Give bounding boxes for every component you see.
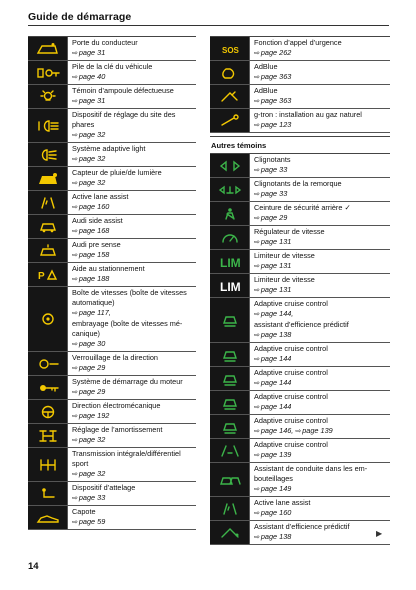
acc-lane-icon	[210, 439, 250, 462]
table-row	[210, 226, 390, 250]
page-reference-text: page 138	[260, 532, 292, 541]
row-text	[250, 367, 390, 390]
row-label: bouteillages	[254, 474, 293, 483]
reference-arrow-icon: ⇨	[254, 239, 260, 246]
sos-icon	[210, 37, 250, 60]
page-reference-text: page 59	[78, 517, 106, 526]
reference-arrow-icon: ⇨	[254, 380, 260, 387]
table-row	[28, 376, 196, 400]
page-reference-text: page 33	[260, 165, 288, 174]
reference-arrow-icon: ⇨	[254, 404, 260, 411]
page-reference[interactable]	[72, 469, 194, 480]
rain-light-sensor-icon	[28, 167, 68, 190]
table-row	[210, 274, 390, 298]
row-text	[250, 391, 390, 414]
reference-arrow-icon: ⇨	[254, 510, 260, 517]
row-label: Assistant de conduite dans les em-	[254, 464, 368, 473]
row-label: Système adaptive light	[72, 144, 146, 153]
table-row	[210, 298, 390, 343]
acc-active-icon	[210, 391, 250, 414]
page-reference[interactable]	[254, 96, 388, 107]
reference-arrow-icon: ⇨	[254, 486, 260, 493]
reference-arrow-icon: ⇨	[72, 228, 78, 235]
row-label: Fonction d’appel d’urgence	[254, 38, 342, 47]
row-label: sport	[72, 459, 89, 468]
row-text	[68, 448, 196, 481]
right-table-bottom	[210, 154, 390, 545]
page-reference-text: page 144,	[260, 309, 294, 318]
reference-arrow-icon: ⇨	[254, 191, 260, 198]
reference-arrow-icon: ⇨	[254, 287, 260, 294]
acc-speed-icon	[210, 415, 250, 438]
efficiency-assist-icon	[210, 521, 250, 544]
table-row	[28, 37, 196, 61]
page-reference-text: page 138	[260, 330, 292, 339]
adblue-icon	[210, 61, 250, 84]
page-reference-text: page 33	[260, 189, 288, 198]
row-text	[250, 226, 390, 249]
svg-text:LIM: LIM	[219, 279, 241, 293]
reference-arrow-icon: ⇨	[72, 156, 78, 163]
page-title: Guide de démarrage	[28, 11, 132, 23]
row-text	[68, 506, 196, 529]
reference-arrow-icon: ⇨	[72, 132, 78, 139]
reference-arrow-icon: ⇨	[72, 365, 78, 372]
table-row	[28, 167, 196, 191]
row-text	[250, 497, 390, 520]
reference-arrow-icon: ⇨	[254, 452, 260, 459]
reference-arrow-icon: ⇨	[254, 356, 260, 363]
acc-vehicle-icon	[210, 298, 250, 342]
wrench-icon	[210, 109, 250, 132]
table-row	[28, 61, 196, 85]
steering-lock-icon	[28, 352, 68, 375]
row-label: Adaptive cruise control	[254, 440, 328, 449]
row-text	[68, 400, 196, 423]
row-label: Direction électromécanique	[72, 401, 161, 410]
reference-arrow-icon: ⇨	[72, 341, 78, 348]
page-reference-text: page 144	[260, 354, 292, 363]
row-text	[250, 343, 390, 366]
key-battery-icon	[28, 61, 68, 84]
page-reference[interactable]	[254, 508, 388, 519]
table-row	[28, 191, 196, 215]
page-reference[interactable]	[254, 48, 388, 59]
row-text	[68, 352, 196, 375]
row-text	[68, 482, 196, 505]
row-label: Porte du conducteur	[72, 38, 138, 47]
table-row	[210, 391, 390, 415]
row-label: Dispositif d’attelage	[72, 483, 136, 492]
table-row	[28, 109, 196, 143]
page-reference-text: page 32	[78, 469, 106, 478]
page-reference-text: page 123	[260, 120, 292, 129]
row-label: phares	[72, 120, 95, 129]
page-reference[interactable]	[254, 330, 388, 341]
page-reference[interactable]	[254, 213, 388, 224]
suspension-icon	[28, 424, 68, 447]
acc-stop-icon	[210, 367, 250, 390]
page-reference[interactable]	[72, 308, 194, 319]
gearbox-icon	[28, 287, 68, 351]
row-label: Témoin d’ampoule défectueuse	[72, 86, 174, 95]
page-reference-text: page 31	[78, 48, 106, 57]
page-reference[interactable]	[72, 387, 194, 398]
reference-arrow-icon: ⇨	[72, 74, 78, 81]
page-reference-text: page 262	[260, 48, 292, 57]
table-row	[210, 415, 390, 439]
row-label: Adaptive cruise control	[254, 392, 328, 401]
table-row	[28, 239, 196, 263]
row-text	[68, 239, 196, 262]
table-row	[28, 400, 196, 424]
page-reference[interactable]	[72, 72, 194, 83]
page-reference-text: page 31	[78, 96, 106, 105]
row-label: Ceinture de sécurité arrière ✓	[254, 203, 351, 212]
page-reference-text: page 29	[78, 363, 106, 372]
page-reference[interactable]	[254, 450, 388, 461]
table-row	[210, 178, 390, 202]
page-reference[interactable]	[72, 363, 194, 374]
convertible-top-icon	[28, 506, 68, 529]
row-text	[68, 143, 196, 166]
reference-arrow-icon: ⇨	[254, 50, 260, 57]
page-reference-text: page 32	[78, 178, 106, 187]
table-row	[28, 287, 196, 352]
page-reference-text: page 160	[260, 508, 292, 517]
row-label: Limiteur de vitesse	[254, 275, 315, 284]
page-reference-text: page 149	[260, 484, 292, 493]
row-label: Audi side assist	[72, 216, 123, 225]
reference-arrow-icon: ⇨	[72, 98, 78, 105]
table-row	[210, 521, 390, 545]
page-reference[interactable]	[72, 435, 194, 446]
table-row	[210, 497, 390, 521]
acc-distance-icon	[210, 343, 250, 366]
page-reference[interactable]	[72, 339, 194, 350]
page-reference-text: page 33	[78, 493, 106, 502]
row-text	[250, 521, 390, 544]
bulb-failure-icon	[28, 85, 68, 108]
page-reference[interactable]	[72, 411, 194, 422]
reference-arrow-icon: ⇨	[254, 122, 260, 129]
reference-arrow-icon: ⇨	[254, 215, 260, 222]
right-column	[210, 36, 390, 545]
row-label: Adaptive cruise control	[254, 344, 328, 353]
page-reference[interactable]	[254, 72, 388, 83]
reference-arrow-icon: ⇨	[72, 413, 78, 420]
row-text	[68, 424, 196, 447]
row-label: Verrouillage de la direction	[72, 353, 158, 362]
trailer-hitch-icon	[28, 482, 68, 505]
page-reference-text: page 131	[260, 261, 292, 270]
svg-text:LIM: LIM	[219, 255, 241, 269]
row-text	[250, 415, 390, 438]
row-label: Aide au stationnement	[72, 264, 145, 273]
page-reference-text: page 32	[78, 154, 106, 163]
reference-arrow-icon: ⇨	[72, 50, 78, 57]
page-reference-text: page 188	[78, 274, 110, 283]
row-label: Système de démarrage du moteur	[72, 377, 183, 386]
table-row	[210, 109, 390, 133]
right-table-top	[210, 36, 390, 133]
row-label: Adaptive cruise control	[254, 368, 328, 377]
page-reference-text: page 160	[78, 202, 110, 211]
page-reference-text: page 144	[260, 378, 292, 387]
table-row	[28, 263, 196, 287]
page-reference[interactable]	[72, 154, 194, 165]
reference-arrow-icon: ⇨	[72, 310, 78, 317]
row-label: AdBlue	[254, 62, 278, 71]
table-row	[210, 463, 390, 497]
row-label: Active lane assist	[72, 192, 129, 201]
page-reference[interactable]	[72, 493, 194, 504]
row-text	[68, 287, 196, 351]
page-reference-text: page 131	[260, 285, 292, 294]
steering-wheel-icon	[28, 400, 68, 423]
table-row	[28, 215, 196, 239]
row-text	[250, 463, 390, 496]
title-rule	[28, 25, 389, 26]
page-reference[interactable]	[254, 354, 388, 365]
reference-arrow-icon: ⇨	[72, 519, 78, 526]
row-label: Clignotants de la remorque	[254, 179, 342, 188]
page-reference[interactable]	[72, 178, 194, 189]
row-text	[250, 85, 390, 108]
table-row	[210, 250, 390, 274]
page-reference[interactable]	[72, 96, 194, 107]
page-reference[interactable]	[254, 378, 388, 389]
table-row	[28, 352, 196, 376]
row-label: Réglage de l’amortissement	[72, 425, 163, 434]
row-text	[250, 202, 390, 225]
page-reference-text: page 139	[302, 426, 333, 435]
page-reference-text: page 144	[260, 402, 292, 411]
lim-white-icon	[210, 274, 250, 297]
reference-arrow-icon: ⇨	[254, 428, 260, 435]
page-reference[interactable]	[254, 261, 388, 272]
row-text	[68, 376, 196, 399]
table-row	[28, 482, 196, 506]
reference-arrow-icon: ⇨	[295, 428, 302, 435]
reference-arrow-icon: ⇨	[72, 252, 78, 259]
row-text	[68, 167, 196, 190]
reference-arrow-icon: ⇨	[72, 389, 78, 396]
page-reference[interactable]	[72, 226, 194, 237]
row-text	[250, 61, 390, 84]
page-reference-text: page 158	[78, 250, 110, 259]
page-reference[interactable]	[254, 309, 388, 320]
row-label: embrayage (boîte de vitesses mé-	[72, 319, 183, 328]
row-label: g-tron : installation au gaz naturel	[254, 110, 362, 119]
adblue-refill-icon	[210, 85, 250, 108]
page-reference[interactable]	[254, 426, 388, 437]
page-reference-text: page 29	[260, 213, 288, 222]
page-reference-text: page 363	[260, 96, 292, 105]
page-reference[interactable]	[72, 48, 194, 59]
reference-arrow-icon: ⇨	[254, 167, 260, 174]
reference-arrow-icon: ⇨	[254, 332, 260, 339]
table-row	[210, 439, 390, 463]
page-reference[interactable]	[254, 189, 388, 200]
page-reference-text: page 32	[78, 435, 106, 444]
row-text	[250, 298, 390, 342]
page-reference[interactable]	[254, 285, 388, 296]
reference-arrow-icon: ⇨	[254, 534, 260, 541]
page-number: 14	[28, 561, 39, 572]
row-label: automatique)	[72, 298, 115, 307]
row-text	[250, 178, 390, 201]
row-label: canique)	[72, 329, 100, 338]
reference-arrow-icon: ⇨	[254, 311, 260, 318]
reference-arrow-icon: ⇨	[254, 98, 260, 105]
reference-arrow-icon: ⇨	[72, 276, 78, 283]
row-label: Pile de la clé du véhicule	[72, 62, 153, 71]
reference-arrow-icon: ⇨	[72, 204, 78, 211]
driver-door-icon	[28, 37, 68, 60]
lane-assist-icon	[28, 191, 68, 214]
pre-sense-icon	[28, 239, 68, 262]
row-text	[250, 274, 390, 297]
starter-key-icon	[28, 376, 68, 399]
left-table	[28, 36, 196, 530]
page-reference[interactable]	[72, 274, 194, 285]
table-row	[210, 37, 390, 61]
row-label: Adaptive cruise control	[254, 299, 328, 308]
reference-arrow-icon: ⇨	[72, 180, 78, 187]
row-label: Capteur de pluie/de lumière	[72, 168, 162, 177]
page-reference-text: page 30	[78, 339, 106, 348]
page-reference[interactable]	[254, 120, 388, 131]
parking-aid-icon	[28, 263, 68, 286]
table-row	[210, 367, 390, 391]
svg-text:P: P	[37, 270, 45, 282]
row-label: Active lane assist	[254, 498, 311, 507]
reference-arrow-icon: ⇨	[72, 471, 78, 478]
row-label: Limiteur de vitesse	[254, 251, 315, 260]
trailer-signal-icon	[210, 178, 250, 201]
side-assist-icon	[28, 215, 68, 238]
row-label: Boîte de vitesses (boîte de vitesses	[72, 288, 187, 297]
row-text	[68, 215, 196, 238]
table-row	[28, 143, 196, 167]
row-text	[68, 37, 196, 60]
row-label: Audi pre sense	[72, 240, 121, 249]
page-reference[interactable]	[72, 202, 194, 213]
turn-signal-icon	[210, 154, 250, 177]
rear-seatbelt-icon	[210, 202, 250, 225]
page-reference-text: page 192	[78, 411, 110, 420]
page-reference-text: page 139	[260, 450, 292, 459]
table-row	[210, 343, 390, 367]
row-text	[68, 263, 196, 286]
table-row	[28, 448, 196, 482]
reference-arrow-icon: ⇨	[254, 74, 260, 81]
adaptive-light-icon	[28, 143, 68, 166]
row-label: Capote	[72, 507, 96, 516]
headlight-range-icon	[28, 109, 68, 142]
table-row	[210, 61, 390, 85]
table-row	[28, 506, 196, 530]
section-title: Autres témoins	[210, 136, 390, 154]
page-reference[interactable]	[254, 237, 388, 248]
page-reference[interactable]	[254, 484, 388, 495]
row-text	[68, 191, 196, 214]
row-label: AdBlue	[254, 86, 278, 95]
row-label: Clignotants	[254, 155, 291, 164]
page-reference[interactable]	[254, 165, 388, 176]
svg-text:SOS: SOS	[221, 45, 239, 55]
page-reference-text: page 29	[78, 387, 106, 396]
row-text	[250, 109, 390, 132]
row-text	[250, 250, 390, 273]
row-text	[68, 61, 196, 84]
reference-arrow-icon: ⇨	[72, 495, 78, 502]
speed-regulator-icon	[210, 226, 250, 249]
page-reference[interactable]	[72, 517, 194, 528]
page-reference-text: page 117,	[78, 308, 111, 317]
row-text	[68, 85, 196, 108]
lane-assist-green-icon	[210, 497, 250, 520]
row-label: Assistant d’efficience prédictif	[254, 522, 350, 531]
row-label: assistant d’efficience prédictif	[254, 320, 349, 329]
row-text	[68, 109, 196, 142]
page-reference-text: page 168	[78, 226, 110, 235]
row-text	[250, 37, 390, 60]
page-reference-text: page 363	[260, 72, 292, 81]
next-page-arrow: ▶	[376, 529, 383, 538]
traffic-jam-assist-icon	[210, 463, 250, 496]
table-row	[210, 202, 390, 226]
page-reference-text: page 146,	[260, 426, 294, 435]
reference-arrow-icon: ⇨	[72, 437, 78, 444]
drivetrain-icon	[28, 448, 68, 481]
lim-green-icon	[210, 250, 250, 273]
page-reference-text: page 40	[78, 72, 106, 81]
row-label: Dispositif de réglage du site des	[72, 110, 176, 119]
page-reference-text: page 131	[260, 237, 292, 246]
table-row	[210, 154, 390, 178]
page-reference[interactable]	[72, 130, 194, 141]
row-label: Transmission intégrale/différentiel	[72, 449, 181, 458]
reference-arrow-icon: ⇨	[254, 263, 260, 270]
table-row	[28, 424, 196, 448]
table-row	[210, 85, 390, 109]
page-reference[interactable]	[72, 250, 194, 261]
page-reference[interactable]	[254, 402, 388, 413]
table-row	[28, 85, 196, 109]
row-text	[250, 154, 390, 177]
page-reference[interactable]	[254, 532, 388, 543]
row-label: Adaptive cruise control	[254, 416, 328, 425]
page-reference-text: page 32	[78, 130, 106, 139]
row-text	[250, 439, 390, 462]
row-label: Régulateur de vitesse	[254, 227, 325, 236]
